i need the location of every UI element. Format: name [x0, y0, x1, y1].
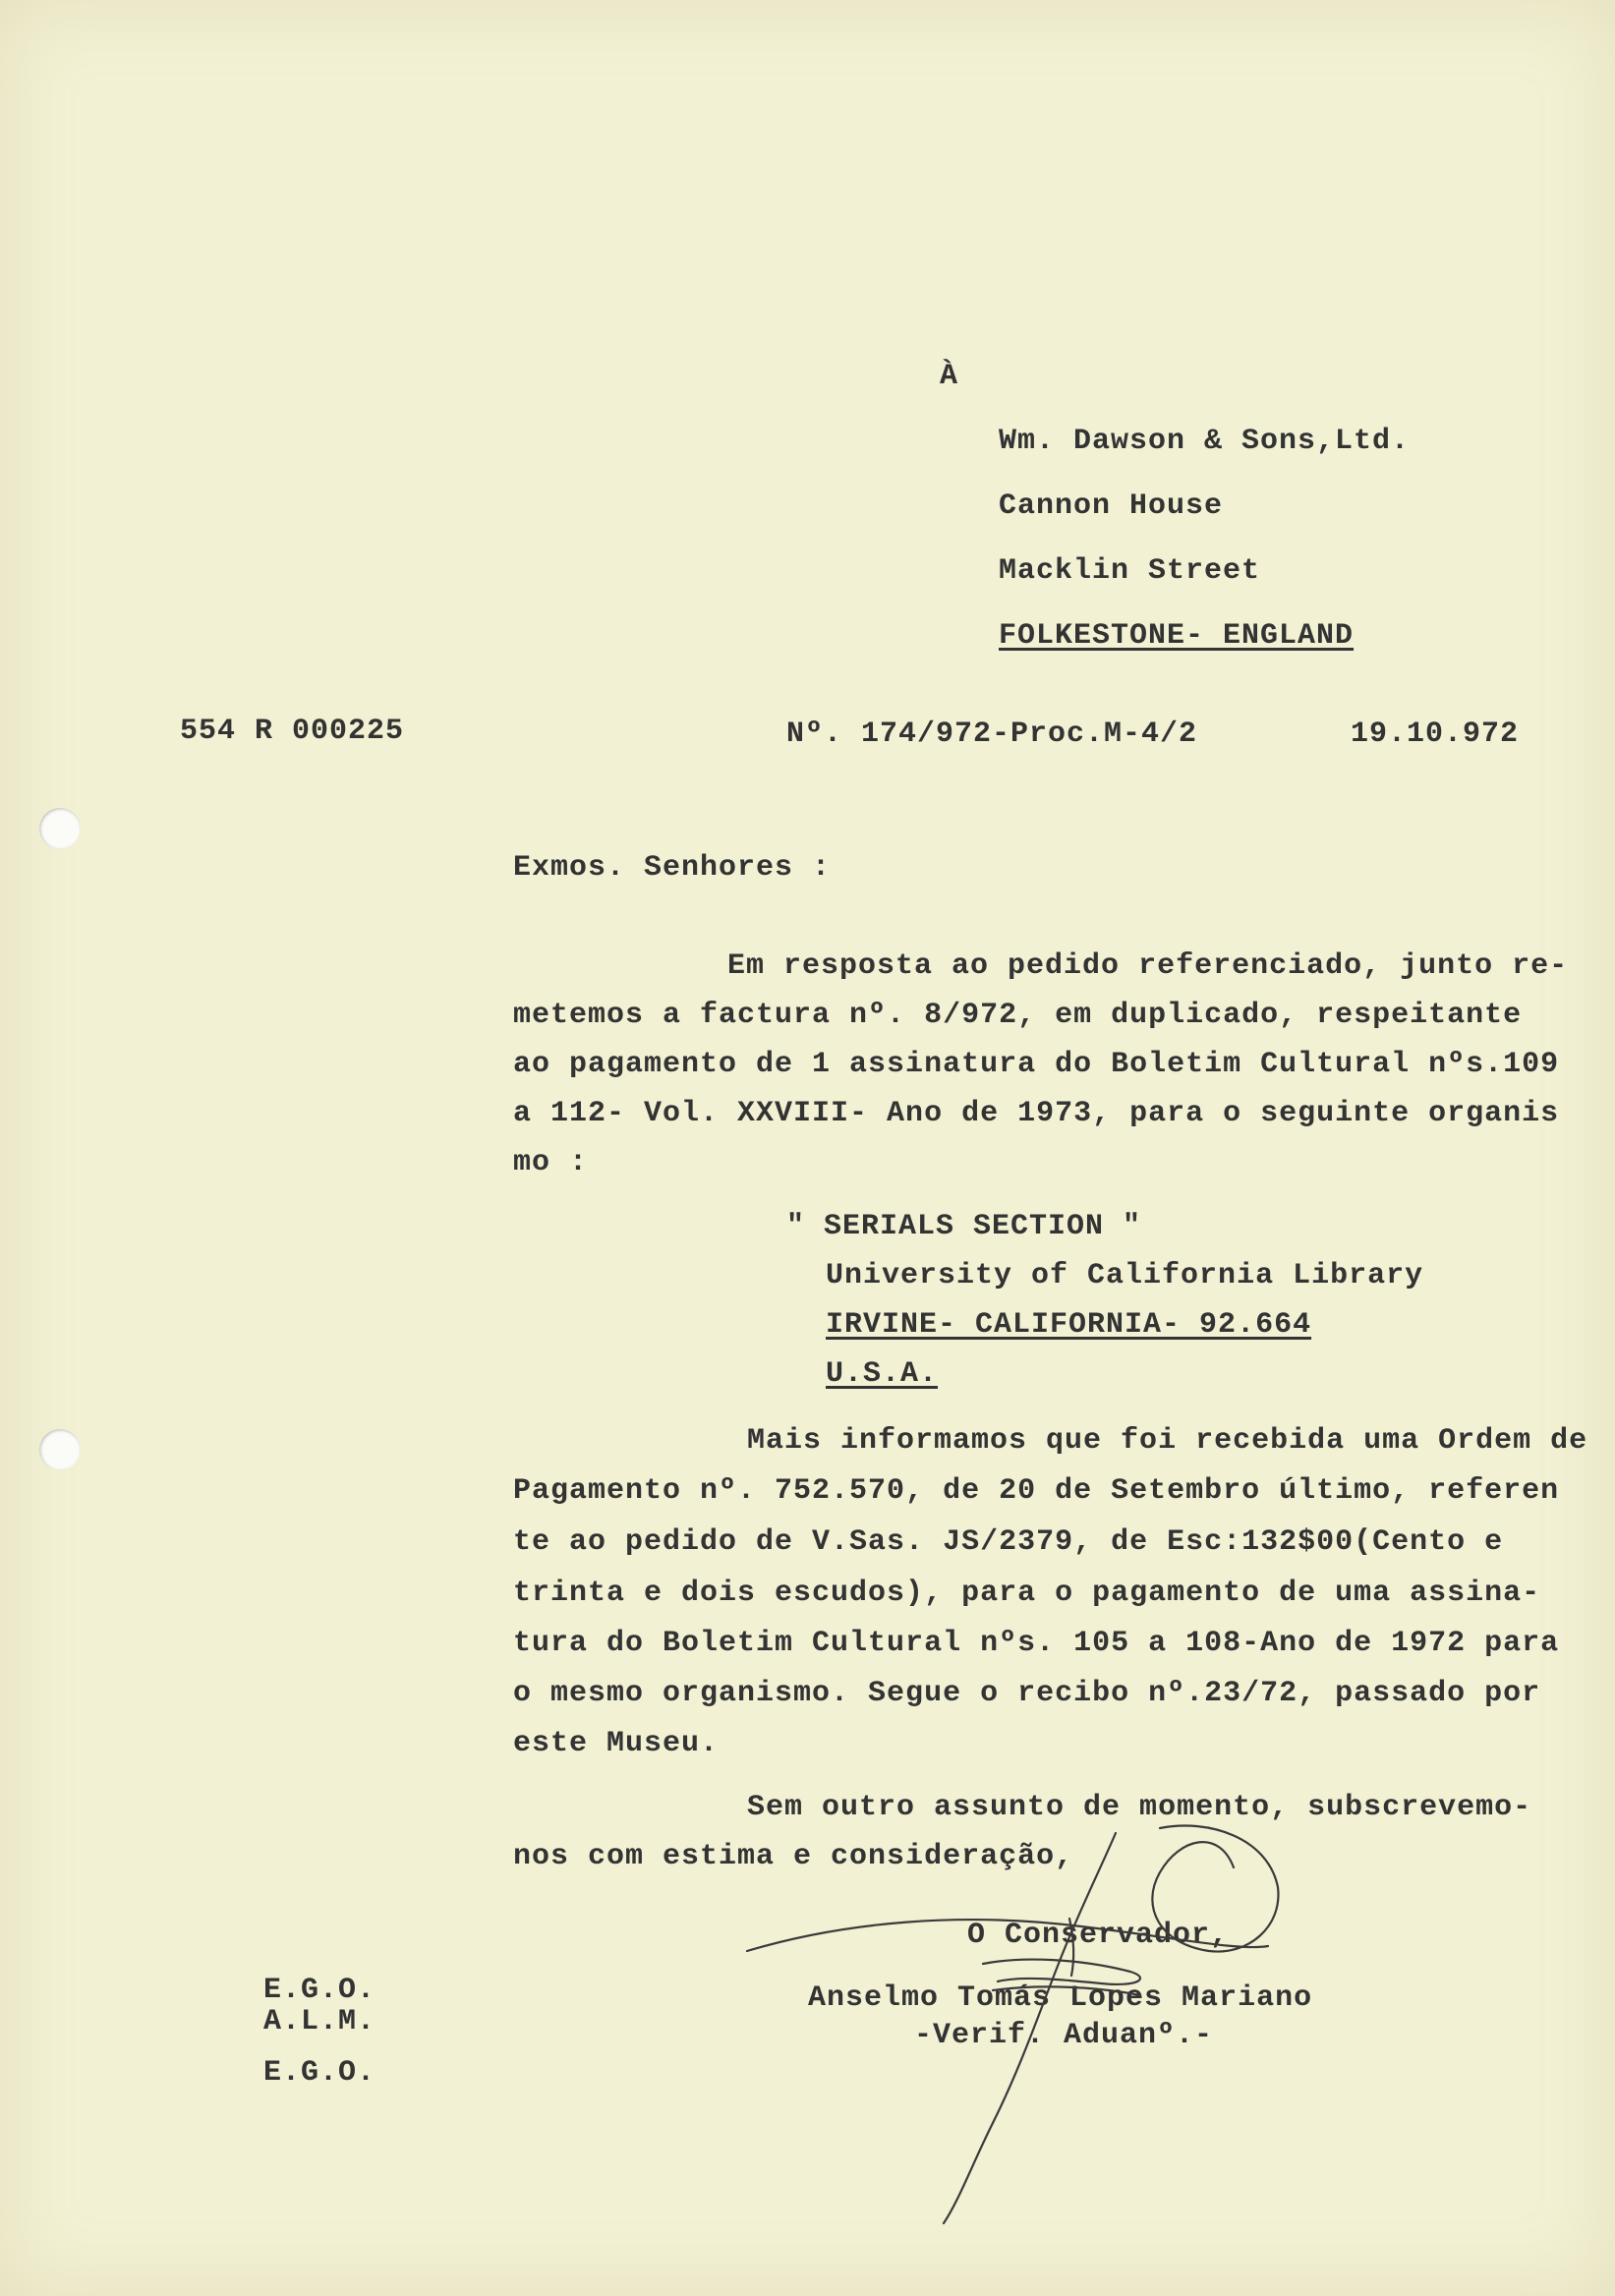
paragraph-2-line: este Museu.: [513, 1727, 720, 1760]
paragraph-2-line: Mais informamos que foi recebida uma Ordem de: [747, 1424, 1588, 1458]
address-line: " SERIALS SECTION ": [786, 1210, 1142, 1243]
paragraph-2-line: trinta e dois escudos), para o pagamento de uma assina-: [513, 1577, 1541, 1610]
paragraph-1-line: mo :: [513, 1146, 589, 1179]
initials-line: E.G.O.: [263, 1974, 376, 2007]
reference-number: Nº. 174/972-Proc.M-4/2: [786, 718, 1198, 751]
initials-line: E.G.O.: [263, 2056, 376, 2090]
signatory-name: Anselmo Tomás Lopes Mariano: [808, 1981, 1313, 2015]
punch-hole-bottom: [39, 1429, 81, 1470]
paragraph-1-line: Em resposta ao pedido referenciado, junto re-: [727, 949, 1569, 983]
paragraph-1-line: ao pagamento de 1 assinatura do Boletim Cultural nºs.109: [513, 1048, 1560, 1081]
address-line: U.S.A.: [826, 1357, 939, 1391]
paragraph-2-line: Pagamento nº. 752.570, de 20 de Setembro último, referen: [513, 1474, 1560, 1508]
address-line: University of California Library: [826, 1259, 1424, 1292]
signatory-title: O Conservador,: [967, 1919, 1230, 1952]
recipient-prefix: À: [940, 360, 959, 393]
paragraph-2-line: te ao pedido de V.Sas. JS/2379, de Esc:132$00(Cento e: [513, 1525, 1504, 1559]
paragraph-2-line: tura do Boletim Cultural nºs. 105 a 108-Ano de 1972 para: [513, 1627, 1560, 1660]
recipient-name: Wm. Dawson & Sons,Ltd.: [999, 425, 1411, 458]
salutation: Exmos. Senhores :: [513, 851, 832, 885]
reference-date: 19.10.972: [1351, 718, 1520, 751]
paragraph-2-line: o mesmo organismo. Segue o recibo nº.23/72, passado por: [513, 1677, 1541, 1710]
recipient-building: Cannon House: [999, 489, 1224, 523]
closing-line: nos com estima e consideração,: [513, 1840, 1074, 1873]
punch-hole-top: [39, 808, 81, 849]
initials-line: A.L.M.: [263, 2005, 376, 2038]
recipient-street: Macklin Street: [999, 554, 1261, 588]
paragraph-1-line: a 112- Vol. XXVIII- Ano de 1973, para o seguinte organis: [513, 1097, 1560, 1130]
signatory-role: -Verif. Aduanº.-: [914, 2019, 1214, 2052]
reference-code: 554 R 000225: [180, 715, 405, 748]
recipient-city: FOLKESTONE- ENGLAND: [999, 619, 1355, 653]
closing-line: Sem outro assunto de momento, subscrevemo-: [747, 1791, 1532, 1824]
address-line: IRVINE- CALIFORNIA- 92.664: [826, 1308, 1312, 1342]
paragraph-1-line: metemos a factura nº. 8/972, em duplicado, respeitante: [513, 999, 1523, 1032]
